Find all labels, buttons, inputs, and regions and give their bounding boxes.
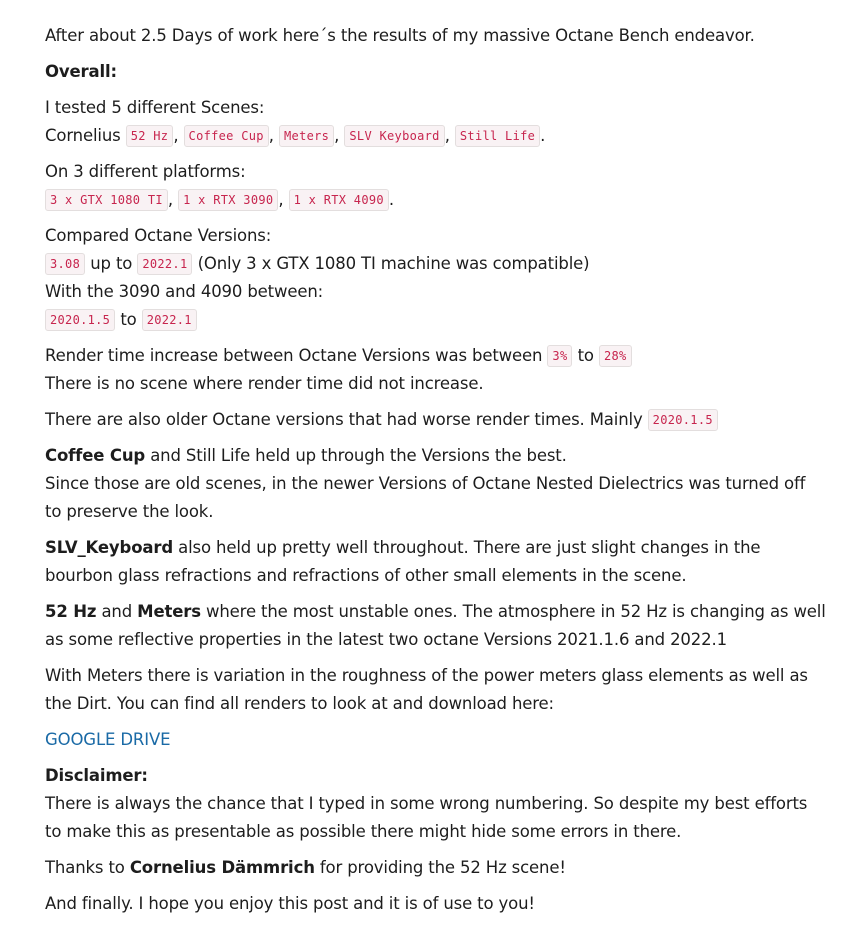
separator: , — [334, 126, 340, 145]
intro-paragraph: After about 2.5 Days of work here´s the results of my massive Octane Bench endeavor. — [45, 26, 755, 45]
percent-code: 3% — [547, 345, 572, 367]
version-code: 2022.1 — [137, 253, 192, 275]
meters-paragraph: With Meters there is variation in the roughness of the power meters glass elements as well as the Dirt. You can find all renders to look at and download here: — [45, 666, 808, 713]
unstable-text: where the most unstable ones. The atmosphere in 52 Hz is changing as well as some reflective properties in the latest two octane Versions 2021.1.6 and 2022.1 — [45, 602, 826, 649]
drive-link-paragraph — [45, 726, 826, 754]
version-code: 2020.1.5 — [45, 309, 115, 331]
unstable-and: and — [96, 602, 138, 621]
overall-heading — [45, 58, 826, 86]
older-versions-text: There are also older Octane versions that had worse render times. Mainly — [45, 410, 643, 429]
render-time-to: to — [577, 346, 594, 365]
render-time-paragraph — [45, 342, 826, 398]
version-code: 3.08 — [45, 253, 85, 275]
versions-to-word: to — [120, 310, 137, 329]
scene-code: 52 Hz — [126, 125, 174, 147]
versions-between-lead: With the 3090 and 4090 between: — [45, 282, 324, 301]
coffee-cup-paragraph — [45, 442, 826, 526]
scene-code: Coffee Cup — [184, 125, 269, 147]
scene-code: SLV Keyboard — [344, 125, 444, 147]
versions-up-to: up to — [90, 254, 133, 273]
keyboard-bold: SLV_Keyboard — [45, 538, 174, 557]
render-time-text: Render time increase between Octane Versions was between — [45, 346, 543, 365]
overall-heading-text: Overall: — [45, 62, 117, 81]
scene-code: Still Life — [455, 125, 540, 147]
unstable-bold-52hz: 52 Hz — [45, 602, 97, 621]
thanks-suffix: for providing the 52 Hz scene! — [314, 858, 566, 877]
render-time-line2: There is no scene where render time did not increase. — [45, 374, 484, 393]
coffee-cup-text: and Still Life held up through the Versions the best. — [145, 446, 567, 465]
version-code: 2020.1.5 — [648, 409, 718, 431]
platforms-paragraph — [45, 158, 826, 214]
separator: , — [167, 190, 173, 209]
scenes-lead: I tested 5 different Scenes: — [45, 98, 265, 117]
thanks-prefix: Thanks to — [45, 858, 130, 877]
separator: , — [278, 190, 284, 209]
versions-lead: Compared Octane Versions: — [45, 226, 272, 245]
platform-code: 1 x RTX 4090 — [289, 189, 389, 211]
percent-code: 28% — [599, 345, 632, 367]
platform-code: 1 x RTX 3090 — [178, 189, 278, 211]
disclaimer-heading: Disclaimer: — [45, 766, 148, 785]
disclaimer-text: There is always the chance that I typed in some wrong numbering. So despite my best efforts to make this as presentable as possible there might hide some errors in there. — [45, 794, 808, 841]
versions-paragraph — [45, 222, 826, 334]
keyboard-paragraph — [45, 534, 826, 590]
version-code: 2022.1 — [142, 309, 197, 331]
separator: , — [268, 126, 274, 145]
scenes-paragraph — [45, 94, 826, 150]
versions-note: (Only 3 x GTX 1080 TI machine was compatible) — [197, 254, 590, 273]
thanks-name: Cornelius Dämmrich — [129, 858, 315, 877]
coffee-cup-line2: Since those are old scenes, in the newer Versions of Octane Nested Dielectrics was turned off to preserve the look. — [45, 474, 806, 521]
period: . — [388, 190, 395, 209]
platforms-lead: On 3 different platforms: — [45, 162, 246, 181]
older-versions-paragraph — [45, 406, 826, 434]
scenes-prefix: Cornelius — [45, 126, 121, 145]
scene-code: Meters — [279, 125, 334, 147]
unstable-bold-meters: Meters — [137, 602, 201, 621]
platform-code: 3 x GTX 1080 TI — [45, 189, 168, 211]
finally-paragraph: And finally. I hope you enjoy this post and it is of use to you! — [45, 894, 535, 913]
unstable-paragraph — [45, 598, 826, 654]
keyboard-text: also held up pretty well throughout. There are just slight changes in the bourbon glass refractions and refractions of other small elements in the scene. — [45, 538, 761, 585]
separator: , — [173, 126, 179, 145]
thanks-paragraph — [45, 854, 826, 882]
separator: , — [444, 126, 450, 145]
google-drive-link[interactable]: GOOGLE DRIVE — [45, 730, 171, 749]
period: . — [540, 126, 546, 145]
coffee-cup-bold: Coffee Cup — [45, 446, 146, 465]
disclaimer-paragraph — [45, 762, 826, 846]
